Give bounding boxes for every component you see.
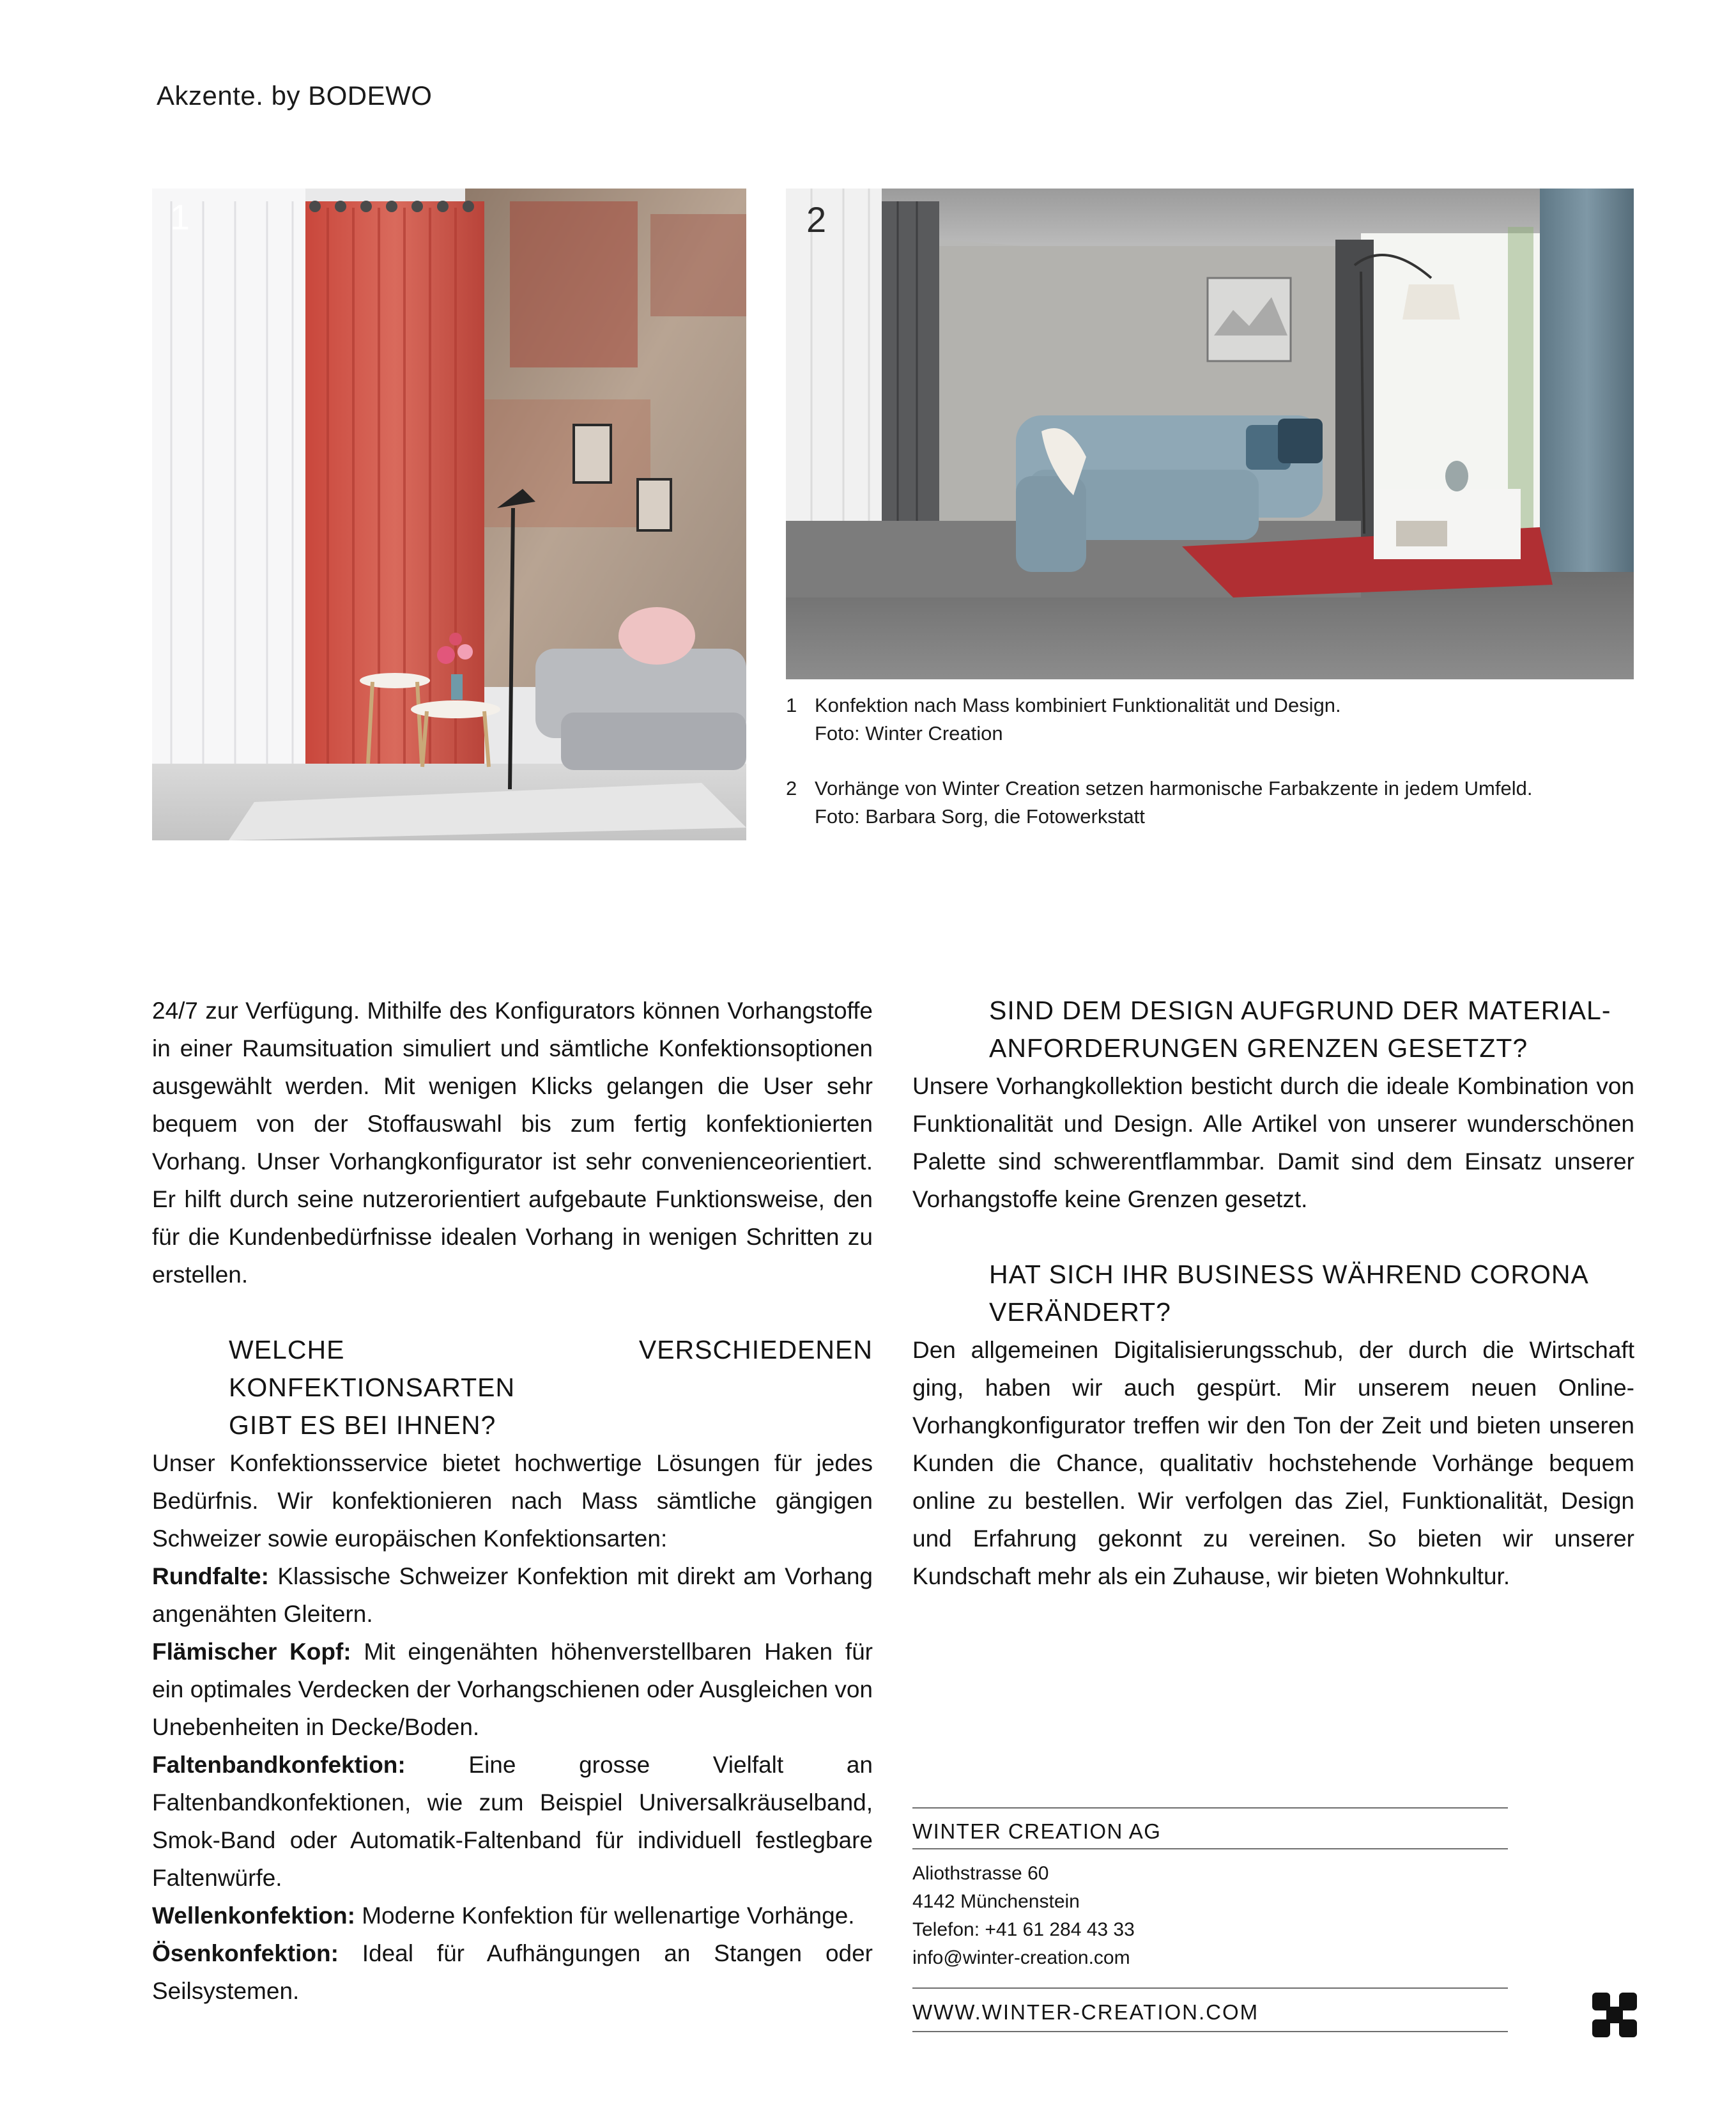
type-description: Moderne Konfektion für wellenartige Vorhänge. <box>362 1902 855 1929</box>
publication-title: Akzente. by BODEWO <box>157 81 433 111</box>
heading-line: SIND DEM DESIGN AUFGRUND DER MATERIAL- <box>989 996 1611 1025</box>
photo-2-illustration <box>786 189 1634 679</box>
type-description: Klassische Schweizer Konfektion mit direkt am Vorhang angenähten Gleitern. <box>152 1563 873 1627</box>
caption-credit: Foto: Barbara Sorg, die Fotowerkstatt <box>815 805 1145 828</box>
intro-paragraph: 24/7 zur Verfügung. Mithilfe des Konfigurators können Vorhangstoffe in einer Raumsituation simuliert und sämtliche Konfektionsoptionen ausgewählt werden. Mit wenigen Klicks gelangen die User sehr bequem von der Stoffauswahl bis zum fertig konfektionierten Vorhang. Unser Vorhangkonfigurator ist sehr convenienceorientiert. Er hilft durch seine nutzerorientiert aufgebaute Funktionsweise, den für die Kundenbedürfnisse idealen Vorhang in wenigen Schritten zu erstellen. <box>152 998 873 1288</box>
type-item <box>152 1746 873 1897</box>
divider <box>912 2031 1508 2032</box>
corona-paragraph: Den allgemeinen Digitalisierungsschub, der durch die Wirtschaft ging, haben wir auch gespürt. Mir unserem neuen Online-Vorhangkonfigurator treffen wir den Ton der Zeit und bieten unseren Kunden die Chance, qualitativ hochstehende Vorhänge bequem online zu bestellen. Wir verfolgen das Ziel, Funktionalität, Design und Erfahrung gekonnt zu vereinen. So bieten wir unserer Kundschaft mehr als ein Zuhause, wir bieten Wohnkultur. <box>912 1337 1634 1589</box>
caption-number: 1 <box>786 694 797 716</box>
heading-line: GIBT ES BEI IHNEN? <box>229 1410 496 1440</box>
photo-number-2: 2 <box>806 199 827 240</box>
address-city: 4142 Münchenstein <box>912 1891 1080 1912</box>
design-paragraph: Unsere Vorhangkollektion besticht durch die ideale Kombination von Funktionalität und Design. Alle Artikel von unserer wunderschönen Palette sind schwerentflammbar. Damit sind dem Einsatz unserer Vorhangstoffe keine Grenzen gesetzt. <box>912 1073 1634 1212</box>
photo-blue-sofa-living-room <box>786 189 1634 679</box>
heading-line: VERÄNDERT? <box>989 1297 1171 1327</box>
company-address <box>912 1860 1135 1972</box>
type-item <box>152 1557 873 1633</box>
section-heading-design-grenzen <box>912 992 1634 1067</box>
email-link[interactable]: info@winter-creation.com <box>912 1947 1130 1968</box>
photo-number-1: 1 <box>170 197 190 237</box>
photo-caption-1 <box>786 691 1636 748</box>
address-street: Aliothstrasse 60 <box>912 1863 1049 1884</box>
divider <box>912 1987 1508 1989</box>
heading-line: HAT SICH IHR BUSINESS WÄHREND CORONA <box>989 1260 1589 1289</box>
section-heading-konfektionsarten <box>152 1331 873 1444</box>
website-link[interactable]: WWW.WINTER-CREATION.COM <box>912 2000 1259 2024</box>
heading-line: ANFORDERUNGEN GRENZEN GESETZT? <box>989 1033 1528 1063</box>
type-description: Mit eingenähten höhenverstellbaren Haken für ein optimales Verdecken der Vorhangschienen oder Ausgleichen von Unebenheiten in Decke/Boden. <box>152 1639 873 1740</box>
type-term: Faltenbandkonfektion: <box>152 1752 406 1778</box>
type-term: Ösenkonfektion: <box>152 1940 339 1966</box>
brand-logo-icon <box>1592 1993 1637 2037</box>
type-description: Eine grosse Vielfalt an Faltenbandkonfektionen, wie zum Beispiel Universalkräuselband, Smok-Band oder Automatik-Faltenband für individuell festlegbare Faltenwürfe. <box>152 1752 873 1891</box>
photo-1-illustration <box>152 189 746 840</box>
caption-number: 2 <box>786 777 797 799</box>
konfektion-paragraph: Unser Konfektionsservice bietet hochwertige Lösungen für jedes Bedürfnis. Wir konfektionieren nach Mass sämtliche gängigen Schweizer sowie europäischen Konfektionsarten: <box>152 1450 873 1552</box>
divider <box>912 1848 1508 1849</box>
photo-red-curtain-living-room <box>152 189 746 840</box>
photo-caption-2 <box>786 775 1636 831</box>
type-term: Flämischer Kopf: <box>152 1639 351 1665</box>
type-item <box>152 1934 873 2010</box>
caption-text: Konfektion nach Mass kombiniert Funktionalität und Design. <box>815 694 1341 716</box>
type-term: Wellenkonfektion: <box>152 1902 355 1929</box>
type-description: Ideal für Aufhängungen an Stangen oder Seilsystemen. <box>152 1940 873 2004</box>
phone-number[interactable]: Telefon: +41 61 284 43 33 <box>912 1919 1135 1940</box>
company-name: WINTER CREATION AG <box>912 1819 1162 1843</box>
divider <box>912 1807 1508 1809</box>
type-item <box>152 1633 873 1746</box>
heading-line: WELCHE VERSCHIEDENEN KONFEKTIONSARTEN <box>229 1335 873 1402</box>
section-heading-corona <box>912 1256 1634 1331</box>
type-item <box>152 1897 873 1934</box>
article-right-column <box>912 992 1634 1595</box>
article-left-column <box>152 992 873 2010</box>
type-term: Rundfalte: <box>152 1563 269 1589</box>
caption-credit: Foto: Winter Creation <box>815 722 1003 745</box>
caption-text: Vorhänge von Winter Creation setzen harmonische Farbakzente in jedem Umfeld. <box>815 777 1533 799</box>
